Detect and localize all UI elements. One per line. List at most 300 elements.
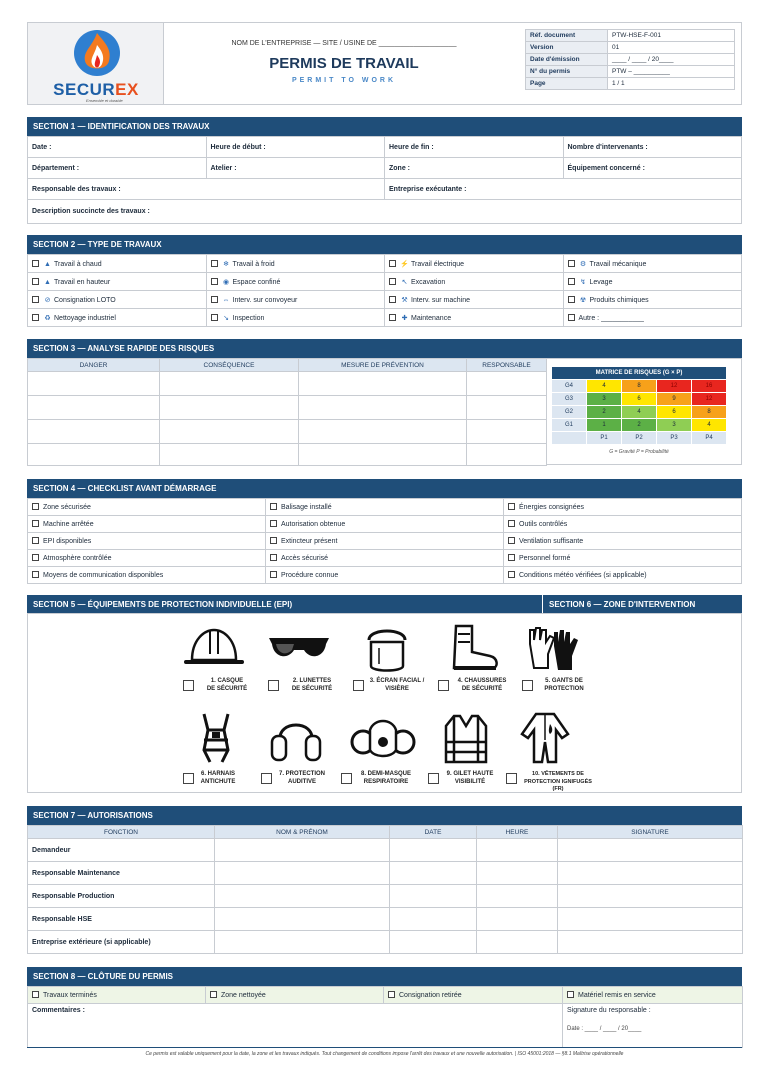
col-responsible: RESPONSABLE <box>467 359 547 372</box>
work-type-item[interactable] <box>385 309 564 327</box>
checkbox[interactable] <box>32 520 39 527</box>
checklist-item[interactable] <box>504 550 742 567</box>
work-type-label: Travail à froid <box>232 260 275 268</box>
ppe-label-line: DE SÉCURITÉ <box>291 685 333 692</box>
risk-cell[interactable] <box>28 396 160 420</box>
auth-column-header: DATE <box>390 826 477 839</box>
ppe-label-line: AUDITIVE <box>287 778 316 785</box>
document-header <box>27 22 742 105</box>
closure-item[interactable] <box>563 987 743 1004</box>
ppe-label-line: 10. VÊTEMENTS DE <box>532 771 584 777</box>
checklist-label: Extincteur présent <box>281 538 338 545</box>
earmuffs-icon <box>268 712 324 764</box>
ppe-label <box>196 678 258 693</box>
checklist-item[interactable] <box>28 499 266 516</box>
work-type-item[interactable] <box>28 309 207 327</box>
work-type-label: Produits chimiques <box>589 296 649 304</box>
section-divider <box>542 595 543 614</box>
checklist-item[interactable] <box>504 499 742 516</box>
work-type-label: Travail à chaud <box>54 260 102 268</box>
work-type-item[interactable] <box>385 255 564 273</box>
ppe-label-line: 4. CHAUSSURES <box>457 678 507 684</box>
risk-matrix <box>551 366 727 445</box>
matrix-cell: 12 <box>657 380 692 393</box>
auth-entry-cell[interactable] <box>215 839 390 862</box>
ppe-label <box>354 771 418 786</box>
checkbox[interactable] <box>270 503 277 510</box>
ppe-label <box>366 678 428 693</box>
field-equipment[interactable]: Équipement concerné : <box>563 158 742 179</box>
section-3-header: SECTION 3 — ANALYSE RAPIDE DES RISQUES <box>27 339 742 358</box>
section-1-header: SECTION 1 — IDENTIFICATION DES TRAVAUX <box>27 117 742 136</box>
warning-icon: ▲ <box>44 278 51 286</box>
brush-icon: ↘ <box>223 314 229 322</box>
field-workshop[interactable]: Atelier : <box>206 158 385 179</box>
auth-function: Responsable Production <box>28 885 215 908</box>
recycle-icon: ♻ <box>44 314 51 322</box>
ppe-label-line: 7. PROTECTION <box>278 771 325 777</box>
ppe-checkbox[interactable] <box>438 680 449 691</box>
auth-column-header: HEURE <box>477 826 558 839</box>
matrix-cell: 9 <box>657 393 692 406</box>
matrix-cell: 3 <box>657 419 692 432</box>
closure-date[interactable]: Date : ____ / ____ / 20____ <box>567 1026 642 1032</box>
checklist-label: Procédure connue <box>281 572 339 579</box>
work-type-label: Inspection <box>232 314 265 322</box>
checklist-label: Énergies consignées <box>519 504 584 511</box>
matrix-cell: 4 <box>692 419 727 432</box>
work-type-item[interactable] <box>28 273 207 291</box>
checklist-label: Balisage installé <box>281 504 332 511</box>
risk-cell[interactable] <box>160 372 299 396</box>
ppe-checkbox[interactable] <box>261 773 272 784</box>
section-4-checklist <box>27 498 742 584</box>
auth-entry-cell[interactable] <box>390 862 477 885</box>
checkbox[interactable] <box>32 554 39 561</box>
probability-label: P3 <box>657 432 692 445</box>
work-type-label: Nettoyage industriel <box>54 314 116 322</box>
ppe-panel <box>27 613 742 793</box>
closure-item[interactable] <box>28 987 206 1004</box>
ppe-label-line: RESPIRATOIRE <box>363 778 409 785</box>
signature-label: Signature du responsable : <box>567 1007 651 1014</box>
auth-column-header: NOM & PRÉNOM <box>215 826 390 839</box>
ref-value[interactable]: 1 / 1 <box>608 78 735 90</box>
ppe-checkbox[interactable] <box>183 680 194 691</box>
gravity-label: G4 <box>552 380 587 393</box>
auth-entry-cell[interactable] <box>477 908 558 931</box>
work-type-item[interactable] <box>385 273 564 291</box>
field-date[interactable]: Date : <box>28 137 207 158</box>
section-8-header: SECTION 8 — CLÔTURE DU PERMIS <box>27 967 742 986</box>
matrix-cell: 16 <box>692 380 727 393</box>
col-consequence: CONSÉQUENCE <box>160 359 299 372</box>
checklist-item[interactable] <box>28 567 266 584</box>
auth-function: Demandeur <box>28 839 215 862</box>
field-workers[interactable]: Nombre d'intervenants : <box>563 137 742 158</box>
checkbox[interactable] <box>270 554 277 561</box>
auth-entry-cell[interactable] <box>558 862 743 885</box>
ppe-label-line: 8. DEMI-MASQUE <box>360 771 411 777</box>
matrix-cell: 4 <box>587 380 622 393</box>
checkbox[interactable] <box>32 571 39 578</box>
checklist-label: EPI disponibles <box>43 538 92 545</box>
field-department[interactable]: Département : <box>28 158 207 179</box>
checkbox[interactable] <box>270 520 277 527</box>
risk-cell[interactable] <box>467 444 547 466</box>
checkbox[interactable] <box>32 260 39 267</box>
ppe-label <box>518 771 598 794</box>
gear-icon: ⚙ <box>579 260 587 268</box>
checkbox[interactable] <box>270 537 277 544</box>
col-prevention: MESURE DE PRÉVENTION <box>299 359 467 372</box>
checkbox[interactable] <box>389 278 396 285</box>
matrix-cell: 2 <box>622 419 657 432</box>
ref-value[interactable]: PTW-HSE-F-001 <box>608 30 735 42</box>
field-end-time[interactable]: Heure de fin : <box>385 137 564 158</box>
work-type-label: Excavation <box>411 278 446 286</box>
ppe-checkbox[interactable] <box>506 773 517 784</box>
ppe-label <box>533 678 595 693</box>
risk-cell[interactable] <box>28 444 160 466</box>
closure-table <box>27 986 743 1048</box>
probability-label: P2 <box>622 432 657 445</box>
matrix-cell: 6 <box>657 406 692 419</box>
matrix-cell: 12 <box>692 393 727 406</box>
section-4-header: SECTION 4 — CHECKLIST AVANT DÉMARRAGE <box>27 479 742 498</box>
auth-entry-cell[interactable] <box>215 931 390 954</box>
footer-note: Ce permis est valable uniquement pour la date, la zone et les travaux indiqués. Tout changement de conditions impose l'arrêt des travaux et une nouvelle autorisation. | ISO 45001:2018 — §8.1 Maîtrise opérationnelle <box>145 1051 624 1057</box>
field-start-time[interactable]: Heure de début : <box>206 137 385 158</box>
checklist-item[interactable] <box>28 516 266 533</box>
plus-icon: ✚ <box>401 314 408 322</box>
logo-tagline: Ensemble et durable <box>86 98 123 103</box>
risk-cell[interactable] <box>299 444 467 466</box>
checklist-item[interactable] <box>504 533 742 550</box>
work-type-label: Interv. sur machine <box>411 296 471 304</box>
checkbox[interactable] <box>508 554 515 561</box>
auth-entry-cell[interactable] <box>390 908 477 931</box>
checklist-label: Zone sécurisée <box>43 504 91 511</box>
risk-cell[interactable] <box>299 396 467 420</box>
risk-cell[interactable] <box>160 396 299 420</box>
closure-label: Matériel remis en service <box>578 992 656 999</box>
checkbox[interactable] <box>210 991 217 998</box>
checkbox[interactable] <box>32 503 39 510</box>
auth-entry-cell[interactable] <box>477 839 558 862</box>
gravity-label: G3 <box>552 393 587 406</box>
checkbox[interactable] <box>508 571 515 578</box>
ppe-label-line: 6. HARNAIS <box>200 771 235 777</box>
checklist-label: Machine arrêtée <box>43 521 94 528</box>
checklist-item[interactable] <box>28 550 266 567</box>
work-type-label: Espace confiné <box>232 278 281 286</box>
checkbox[interactable] <box>32 314 39 321</box>
work-type-label: Consignation LOTO <box>54 296 116 304</box>
checklist-label: Personnel formé <box>519 555 571 562</box>
col-danger: DANGER <box>28 359 160 372</box>
checklist-item[interactable] <box>504 516 742 533</box>
section-2-header: SECTION 2 — TYPE DE TRAVAUX <box>27 235 742 254</box>
auth-entry-cell[interactable] <box>390 931 477 954</box>
auth-entry-cell[interactable] <box>477 885 558 908</box>
matrix-corner <box>552 432 587 445</box>
checklist-item[interactable] <box>504 567 742 584</box>
matrix-cell: 1 <box>587 419 622 432</box>
ref-key: Page <box>526 78 608 90</box>
work-type-item[interactable] <box>206 291 385 309</box>
ref-key: Date d'émission <box>526 54 608 66</box>
risk-cell[interactable] <box>28 420 160 444</box>
work-type-item[interactable] <box>206 309 385 327</box>
ppe-checkbox[interactable] <box>268 680 279 691</box>
auth-entry-cell[interactable] <box>390 885 477 908</box>
auth-function: Responsable Maintenance <box>28 862 215 885</box>
checkbox[interactable] <box>211 314 218 321</box>
checkbox[interactable] <box>508 537 515 544</box>
section-5-header: SECTION 5 — ÉQUIPEMENTS DE PROTECTION INDIVIDUELLE (EPI) <box>27 595 542 614</box>
logo-text-a: SECUR <box>53 80 116 99</box>
checkbox[interactable] <box>508 520 515 527</box>
checklist-label: Outils contrôlés <box>519 521 568 528</box>
auth-entry-cell[interactable] <box>558 908 743 931</box>
auth-entry-cell[interactable] <box>215 862 390 885</box>
auth-entry-cell[interactable] <box>215 908 390 931</box>
gloves-icon <box>524 624 584 674</box>
snowflake-icon: ❄ <box>223 260 229 268</box>
ppe-label-line: DE SÉCURITÉ <box>206 685 248 692</box>
checkbox[interactable] <box>270 571 277 578</box>
auth-entry-cell[interactable] <box>215 885 390 908</box>
closure-label: Travaux terminés <box>43 992 97 999</box>
checklist-label: Ventilation suffisante <box>519 538 584 545</box>
risk-analysis-table <box>27 358 547 466</box>
matrix-cell: 8 <box>692 406 727 419</box>
risk-cell[interactable] <box>299 372 467 396</box>
work-type-item[interactable] <box>563 255 742 273</box>
matrix-cell: 2 <box>587 406 622 419</box>
fr-coverall-icon <box>518 710 572 766</box>
work-type-label: Levage <box>589 278 613 286</box>
page-subtitle: PERMIT TO WORK <box>291 77 397 84</box>
checkbox[interactable] <box>567 991 574 998</box>
matrix-cell: 4 <box>622 406 657 419</box>
work-type-label: Travail en hauteur <box>54 278 111 286</box>
flame-icon: ▲ <box>44 260 51 268</box>
ref-value[interactable]: ____ / ____ / 20____ <box>608 54 735 66</box>
checkbox[interactable] <box>32 991 39 998</box>
risk-cell[interactable] <box>160 420 299 444</box>
matrix-legend: G = Gravité P = Probabilité <box>609 449 669 455</box>
checkbox[interactable] <box>211 278 218 285</box>
checklist-label: Autorisation obtenue <box>281 521 346 528</box>
checklist-item[interactable] <box>266 516 504 533</box>
ppe-label-line: VISIÈRE <box>385 685 409 692</box>
matrix-cell: 3 <box>587 393 622 406</box>
work-type-item[interactable] <box>563 309 742 327</box>
checkbox[interactable] <box>32 278 39 285</box>
checkbox[interactable] <box>568 296 575 303</box>
risk-cell[interactable] <box>28 372 160 396</box>
lightning-icon: ⚡ <box>400 260 409 268</box>
work-type-item[interactable] <box>206 273 385 291</box>
section-7-header: SECTION 7 — AUTORISATIONS <box>27 806 742 825</box>
safety-boot-icon <box>446 622 502 674</box>
work-type-item[interactable] <box>206 255 385 273</box>
logo-text-b: EX <box>115 80 139 99</box>
hi-vis-vest-icon <box>440 712 492 766</box>
auth-entry-cell[interactable] <box>390 839 477 862</box>
checkbox[interactable] <box>32 296 39 303</box>
helmet-icon <box>184 624 244 670</box>
ppe-checkbox[interactable] <box>428 773 439 784</box>
comments-field[interactable]: Commentaires : <box>28 1004 563 1048</box>
ref-key: Version <box>526 42 608 54</box>
closure-label: Consignation retirée <box>399 992 462 999</box>
ppe-label-line: PROTECTION IGNIFUGÉS (FR) <box>524 778 592 792</box>
shovel-icon: ↖ <box>401 278 408 286</box>
ref-key: Réf. document <box>526 30 608 42</box>
closure-item[interactable] <box>384 987 563 1004</box>
ppe-label-line: VISIBILITÉ <box>454 778 486 785</box>
auth-column-header: FONCTION <box>28 826 215 839</box>
chemical-icon: ☢ <box>579 296 587 304</box>
checklist-label: Atmosphère contrôlée <box>43 555 112 562</box>
risk-cell[interactable] <box>467 420 547 444</box>
work-type-item[interactable] <box>385 291 564 309</box>
gravity-label: G1 <box>552 419 587 432</box>
work-type-label: Interv. sur convoyeur <box>232 296 298 304</box>
ppe-label <box>451 678 513 693</box>
tools-icon: ⚒ <box>401 296 408 304</box>
ppe-label-line: ANTICHUTE <box>200 778 236 785</box>
section-2-table <box>27 254 742 327</box>
closure-item[interactable] <box>206 987 384 1004</box>
checkbox[interactable] <box>568 278 575 285</box>
field-description[interactable]: Description succincte des travaux : <box>28 200 742 224</box>
work-type-item[interactable] <box>28 255 207 273</box>
auth-entry-cell[interactable] <box>558 931 743 954</box>
probability-label: P4 <box>692 432 727 445</box>
checklist-item[interactable] <box>266 533 504 550</box>
checklist-item[interactable] <box>266 499 504 516</box>
auth-entry-cell[interactable] <box>477 862 558 885</box>
work-type-item[interactable] <box>563 291 742 309</box>
checklist-item[interactable] <box>266 550 504 567</box>
auth-entry-cell[interactable] <box>558 885 743 908</box>
work-type-item[interactable] <box>563 273 742 291</box>
ppe-label-line: 5. GANTS DE <box>545 678 583 684</box>
checklist-label: Accès sécurisé <box>281 555 329 562</box>
auth-column-header: SIGNATURE <box>558 826 743 839</box>
page-title: PERMIS DE TRAVAIL <box>269 55 419 72</box>
ppe-label <box>273 771 331 786</box>
ppe-label-line: 2. LUNETTES <box>292 678 332 684</box>
ppe-label-line: PROTECTION <box>544 685 584 692</box>
section-1-table <box>27 136 742 224</box>
footer-rule <box>27 1047 742 1048</box>
checkbox[interactable] <box>389 314 396 321</box>
ref-key: N° du permis <box>526 66 608 78</box>
matrix-cell: 8 <box>622 380 657 393</box>
company-line: NOM DE L'ENTREPRISE — SITE / USINE DE ____________________ <box>231 40 457 47</box>
flame-logo-icon <box>72 27 122 79</box>
auth-function: Responsable HSE <box>28 908 215 931</box>
work-type-label: Travail mécanique <box>589 260 647 268</box>
field-contractor[interactable]: Entreprise exécutante : <box>385 179 742 200</box>
header-title-block <box>164 23 524 104</box>
checkbox[interactable] <box>568 314 575 321</box>
document-reference-table <box>525 29 735 90</box>
respirator-mask-icon <box>350 716 416 760</box>
harness-icon <box>194 710 238 766</box>
work-type-label: Autre : ___________ <box>578 314 644 322</box>
ref-value[interactable]: 01 <box>608 42 735 54</box>
logo-wordmark <box>28 80 164 100</box>
radiation-icon: ◉ <box>222 278 230 286</box>
arrows-icon: ⇔ <box>222 296 230 304</box>
checklist-label: Conditions météo vérifiées (si applicable) <box>519 572 647 579</box>
checkbox[interactable] <box>568 260 575 267</box>
matrix-cell: 6 <box>622 393 657 406</box>
ppe-label-line: 1. CASQUE <box>210 678 244 684</box>
matrix-title: MATRICE DE RISQUES (G × P) <box>552 367 727 380</box>
work-type-label: Travail électrique <box>411 260 465 268</box>
checklist-item[interactable] <box>266 567 504 584</box>
auth-entry-cell[interactable] <box>558 839 743 862</box>
work-type-item[interactable] <box>28 291 207 309</box>
ppe-label <box>441 771 499 786</box>
probability-label: P1 <box>587 432 622 445</box>
ppe-label <box>193 771 243 786</box>
ppe-label-line: 9. GILET HAUTE <box>446 771 494 777</box>
field-manager[interactable]: Responsable des travaux : <box>28 179 385 200</box>
ppe-checkbox[interactable] <box>522 680 533 691</box>
field-zone[interactable]: Zone : <box>385 158 564 179</box>
closure-label: Zone nettoyée <box>221 992 266 999</box>
ref-value[interactable]: PTW – __________ <box>608 66 735 78</box>
ppe-checkbox[interactable] <box>341 773 352 784</box>
risk-cell[interactable] <box>467 372 547 396</box>
checkbox[interactable] <box>389 260 396 267</box>
ppe-label-line: DE SÉCURITÉ <box>461 685 503 692</box>
lock-icon: ⊘ <box>44 296 51 304</box>
checkbox[interactable] <box>388 991 395 998</box>
checkbox[interactable] <box>211 296 218 303</box>
auth-function: Entreprise extérieure (si applicable) <box>28 931 215 954</box>
checkbox[interactable] <box>32 537 39 544</box>
goggles-icon <box>266 632 332 666</box>
auth-entry-cell[interactable] <box>477 931 558 954</box>
checklist-item[interactable] <box>28 533 266 550</box>
work-type-label: Maintenance <box>411 314 452 322</box>
risk-cell[interactable] <box>160 444 299 466</box>
ppe-checkbox[interactable] <box>353 680 364 691</box>
checkbox[interactable] <box>508 503 515 510</box>
gravity-label: G2 <box>552 406 587 419</box>
signature-field[interactable] <box>563 1004 743 1048</box>
risk-cell[interactable] <box>467 396 547 420</box>
section-6-header: SECTION 6 — ZONE D'INTERVENTION <box>543 595 742 614</box>
face-shield-icon <box>361 622 413 674</box>
checkbox[interactable] <box>211 260 218 267</box>
checklist-label: Moyens de communication disponibles <box>43 572 164 579</box>
hook-icon: ↯ <box>580 278 586 286</box>
ppe-label <box>281 678 343 693</box>
risk-cell[interactable] <box>299 420 467 444</box>
company-logo <box>28 23 164 104</box>
checkbox[interactable] <box>389 296 396 303</box>
